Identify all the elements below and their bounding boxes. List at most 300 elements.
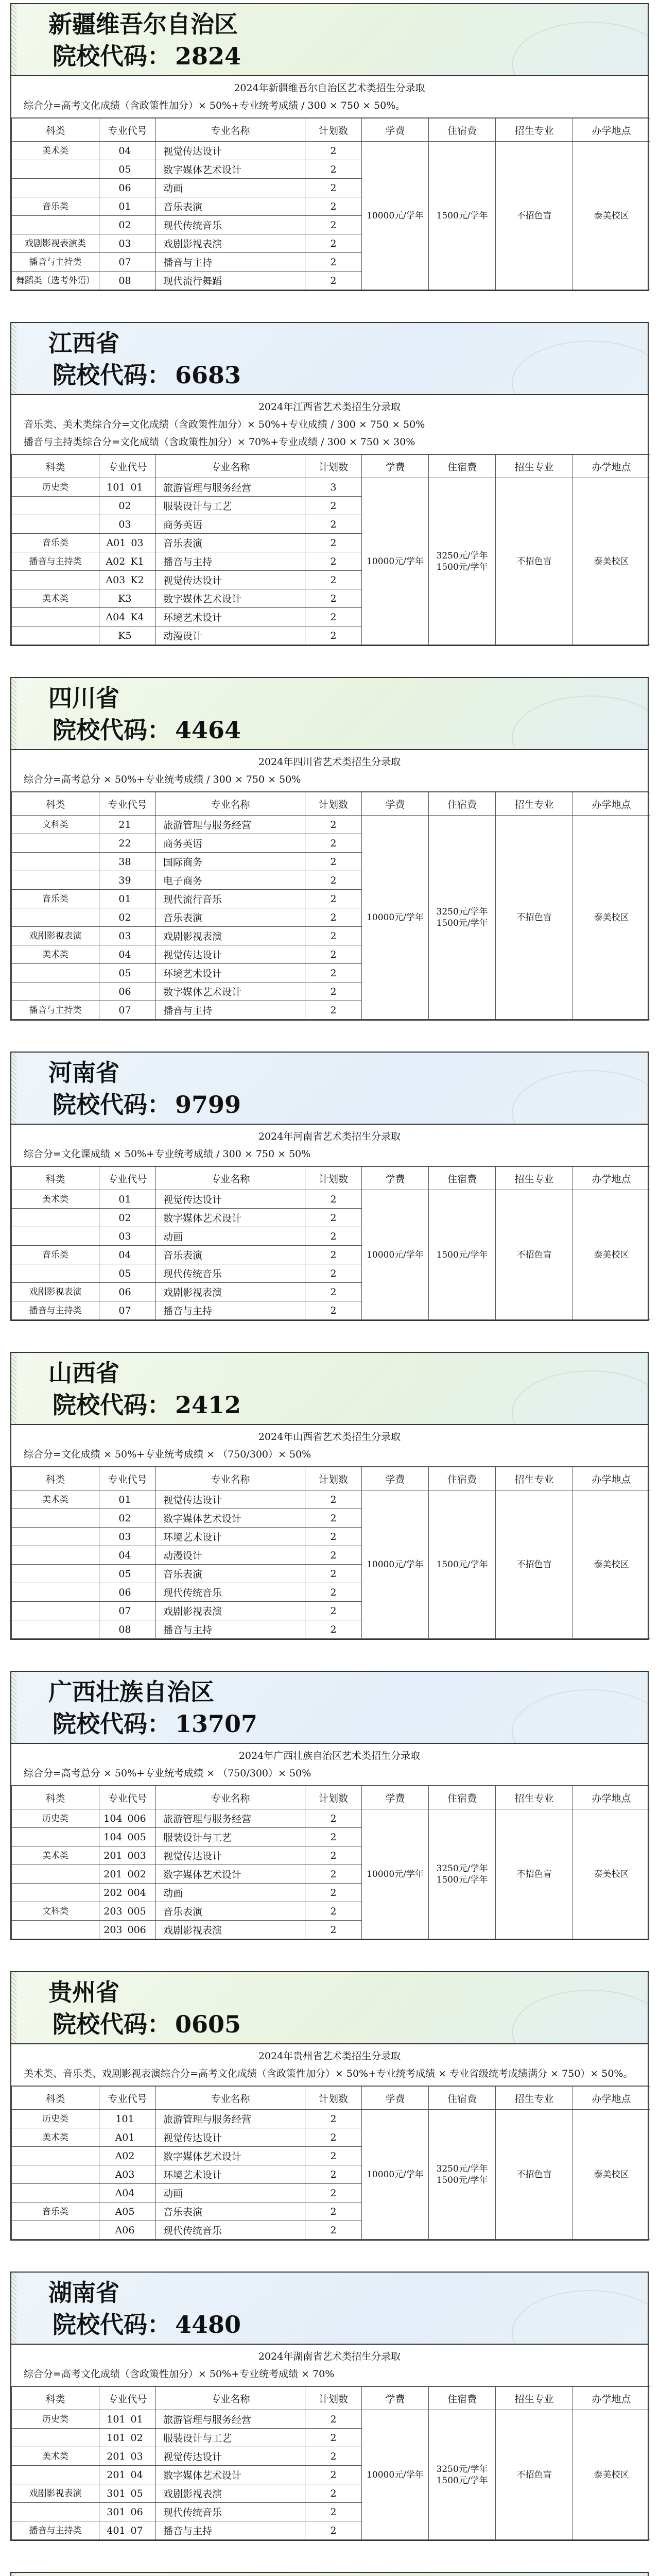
college-code-label: 院校代码： (53, 361, 171, 389)
category-cell (12, 1209, 99, 1227)
plan-count-cell: 2 (305, 834, 362, 853)
category-cell (12, 1528, 99, 1546)
table-header-row (12, 1467, 650, 1490)
college-code (18, 2008, 648, 2040)
campus-cell: 泰美校区 (573, 1490, 650, 1639)
admission-rules (11, 1425, 648, 1467)
category-cell: 美术类 (12, 1490, 99, 1509)
category-cell (12, 626, 99, 645)
code-part: A03 (115, 2168, 135, 2180)
major-code-cell (99, 1583, 156, 1602)
column-header: 招生专业 (496, 792, 573, 816)
plan-count-cell: 2 (305, 1846, 362, 1865)
major-code-cell (99, 1828, 156, 1846)
major-name-cell: 数字媒体艺术设计 (156, 2466, 305, 2484)
code-part: 03 (118, 930, 131, 942)
table-row (12, 1190, 650, 1209)
code-part: 01 (118, 1193, 131, 1205)
column-header: 科类 (12, 1167, 99, 1190)
province-header (11, 1672, 648, 1744)
province-header (11, 1972, 648, 2044)
code-part: 05 (118, 967, 131, 979)
code-part: 02 (130, 2432, 143, 2444)
province-header (11, 4, 648, 76)
enrollment-note-cell: 不招色盲 (496, 1490, 573, 1639)
accommodation-fee: 1500元/学年 (436, 1559, 488, 1570)
college-code (18, 1389, 648, 1421)
major-code-cell (99, 2147, 156, 2165)
plan-table (11, 454, 650, 645)
column-header: 办学地点 (573, 2387, 650, 2410)
code-part: 004 (127, 1887, 146, 1899)
table-row (12, 816, 650, 834)
accommodation-fee-b: 1500元/学年 (436, 1874, 488, 1885)
category-cell (12, 497, 99, 515)
major-code-cell (99, 160, 156, 179)
college-code-value: 2824 (175, 42, 241, 70)
code-part: 02 (118, 1212, 131, 1224)
major-code-cell (99, 497, 156, 515)
code-part: 02 (118, 1512, 131, 1524)
rule-line: 2024年山西省艺术类招生分录取 (258, 1431, 401, 1443)
tuition-cell: 10000元/学年 (362, 478, 429, 645)
category-cell (12, 515, 99, 534)
rule-line: 2024年江西省艺术类招生分录取 (258, 401, 401, 413)
column-header: 科类 (12, 118, 99, 142)
major-name-cell: 视觉传达设计 (156, 142, 305, 160)
major-name-cell: 音乐表演 (156, 1246, 305, 1264)
code-part: 05 (118, 1267, 131, 1279)
major-code-cell (99, 1509, 156, 1528)
accommodation-cell (429, 1809, 496, 1939)
accommodation-cell (429, 1190, 496, 1320)
major-name-cell: 戏剧影视表演 (156, 234, 305, 253)
major-code-cell (99, 1809, 156, 1828)
column-header: 招生专业 (496, 2387, 573, 2410)
rule-line: 综合分=文化课成绩 × 50%+专业统考成绩 / 300 × 750 × 50% (24, 1148, 311, 1160)
plan-count-cell: 2 (305, 2128, 362, 2147)
column-header: 住宿费 (429, 1786, 496, 1809)
province-name: 新疆维吾尔自治区 (48, 10, 238, 38)
column-header: 学费 (362, 1167, 429, 1190)
code-part: A01 (115, 2131, 135, 2143)
category-cell: 音乐类 (12, 534, 99, 552)
accommodation-fee-a: 3250元/学年 (436, 906, 488, 917)
category-cell: 美术类 (12, 589, 99, 608)
code-part: 05 (130, 2487, 143, 2499)
column-header: 科类 (12, 792, 99, 816)
code-part: 003 (127, 1850, 146, 1861)
code-part: 07 (118, 1004, 131, 1016)
major-code-cell (99, 1865, 156, 1884)
column-header: 学费 (362, 2387, 429, 2410)
major-name-cell: 音乐表演 (156, 1902, 305, 1921)
plan-count-cell: 3 (305, 478, 362, 497)
plan-count-cell: 2 (305, 253, 362, 272)
column-header: 专业代号 (99, 118, 156, 142)
major-name-cell: 播音与主持 (156, 1620, 305, 1639)
column-header: 招生专业 (496, 118, 573, 142)
code-part: 04 (118, 1249, 131, 1261)
major-name-cell: 旅游管理与服务经营 (156, 1809, 305, 1828)
plan-count-cell: 2 (305, 871, 362, 890)
major-name-cell: 环境艺术设计 (156, 2165, 305, 2184)
category-cell: 文科类 (12, 816, 99, 834)
column-header: 招生专业 (496, 1467, 573, 1490)
plan-count-cell: 2 (305, 816, 362, 834)
major-code-cell (99, 964, 156, 982)
major-name-cell: 动漫设计 (156, 626, 305, 645)
code-part: A03 (106, 574, 126, 586)
major-code-cell (99, 1921, 156, 1939)
category-cell (12, 1546, 99, 1565)
plan-table (11, 1467, 650, 1639)
code-part: 101 (107, 2432, 126, 2444)
category-cell (12, 982, 99, 1001)
column-header: 专业名称 (156, 118, 305, 142)
code-part: 07 (118, 1605, 131, 1617)
major-code-cell (99, 982, 156, 1001)
column-header: 专业代号 (99, 2387, 156, 2410)
plan-count-cell: 2 (305, 1565, 362, 1583)
plan-count-cell: 2 (305, 2503, 362, 2521)
column-header: 学费 (362, 118, 429, 142)
tuition-cell: 10000元/学年 (362, 2410, 429, 2540)
province-header (11, 1353, 648, 1425)
code-part: 202 (103, 1887, 123, 1899)
category-cell: 音乐类 (12, 197, 99, 216)
table-header-row (12, 118, 650, 142)
plan-table (11, 2086, 650, 2240)
plan-count-cell: 2 (305, 608, 362, 626)
college-code-label: 院校代码： (53, 1091, 171, 1118)
rule-line: 2024年四川省艺术类招生分录取 (258, 756, 401, 768)
major-code-cell (99, 1490, 156, 1509)
code-part: 04 (118, 948, 131, 960)
code-part: 06 (118, 1586, 131, 1598)
category-cell: 播音与主持类 (12, 1001, 99, 1020)
major-code-cell (99, 908, 156, 927)
category-cell: 播音与主持类 (12, 2521, 99, 2540)
category-cell: 播音与主持类 (12, 253, 99, 272)
major-code-cell (99, 608, 156, 626)
column-header: 住宿费 (429, 2087, 496, 2110)
major-code-cell (99, 2521, 156, 2540)
accommodation-fee-a: 3250元/学年 (436, 2464, 488, 2475)
column-header: 招生专业 (496, 1786, 573, 1809)
category-cell (12, 964, 99, 982)
major-name-cell: 现代传统音乐 (156, 216, 305, 234)
plan-count-cell: 2 (305, 2221, 362, 2240)
table-row (12, 1490, 650, 1509)
college-code-value: 6683 (175, 361, 241, 389)
code-part: 38 (118, 856, 131, 868)
category-cell (12, 2429, 99, 2447)
plan-count-cell: 2 (305, 1301, 362, 1320)
column-header: 办学地点 (573, 1467, 650, 1490)
column-header: 科类 (12, 455, 99, 478)
major-code-cell (99, 1246, 156, 1264)
code-part: 006 (127, 1924, 146, 1936)
plan-count-cell: 2 (305, 964, 362, 982)
code-part: K5 (118, 630, 132, 641)
major-name-cell: 国际商务 (156, 853, 305, 871)
code-part: 201 (103, 1850, 123, 1861)
college-code (18, 1708, 648, 1740)
category-cell (12, 179, 99, 197)
major-name-cell: 电子商务 (156, 871, 305, 890)
major-name-cell: 动漫设计 (156, 1546, 305, 1565)
plan-count-cell: 2 (305, 2165, 362, 2184)
province-section (10, 677, 649, 1021)
province-header (11, 1053, 648, 1125)
province-header (11, 2573, 648, 2576)
category-cell: 音乐类 (12, 2202, 99, 2221)
plan-table (11, 2386, 650, 2540)
column-header: 招生专业 (496, 2087, 573, 2110)
plan-count-cell: 2 (305, 2466, 362, 2484)
admission-rules (11, 1744, 648, 1786)
major-name-cell: 戏剧影视表演 (156, 1602, 305, 1620)
plan-count-cell: 2 (305, 515, 362, 534)
province-section (10, 1052, 649, 1321)
code-part: 01 (130, 481, 143, 493)
plan-count-cell: 2 (305, 927, 362, 945)
major-code-cell (99, 2184, 156, 2202)
category-cell (12, 1565, 99, 1583)
major-code-cell (99, 890, 156, 908)
college-code-value: 4464 (175, 716, 241, 744)
column-header: 住宿费 (429, 118, 496, 142)
major-code-cell (99, 834, 156, 853)
code-part: 104 (103, 1812, 123, 1824)
major-code-cell (99, 2110, 156, 2128)
column-header: 专业代号 (99, 1167, 156, 1190)
category-cell (12, 2165, 99, 2184)
column-header: 住宿费 (429, 2387, 496, 2410)
major-code-cell (99, 589, 156, 608)
admission-rules (11, 1125, 648, 1166)
code-part: 03 (118, 518, 131, 530)
plan-count-cell: 2 (305, 1546, 362, 1565)
major-code-cell (99, 2484, 156, 2503)
code-part: 101 (107, 481, 126, 493)
category-cell (12, 608, 99, 626)
major-name-cell: 视觉传达设计 (156, 945, 305, 964)
province-section (10, 3, 649, 291)
code-part: 06 (118, 1286, 131, 1298)
rule-line: 综合分=高考总分 × 50%+专业统考成绩 / 300 × 750 × 50% (24, 774, 301, 785)
code-part: 06 (118, 182, 131, 194)
major-name-cell: 现代流行音乐 (156, 890, 305, 908)
table-row (12, 2410, 650, 2429)
major-code-cell (99, 478, 156, 497)
major-code-cell (99, 1264, 156, 1283)
code-part: 03 (118, 238, 131, 249)
code-part: K1 (130, 555, 144, 567)
major-code-cell (99, 1209, 156, 1227)
province-section (10, 2272, 649, 2541)
code-part: K3 (118, 592, 132, 604)
category-cell: 美术类 (12, 1846, 99, 1865)
major-code-cell (99, 816, 156, 834)
plan-count-cell: 2 (305, 534, 362, 552)
code-part: 07 (130, 2524, 143, 2536)
code-part: 201 (107, 2469, 126, 2481)
plan-count-cell: 2 (305, 945, 362, 964)
plan-count-cell: 2 (305, 179, 362, 197)
category-cell (12, 1865, 99, 1884)
major-name-cell: 播音与主持 (156, 1301, 305, 1320)
rule-line: 综合分=高考总分 × 50%+专业统考成绩 × （750/300）× 50% (24, 1768, 311, 1779)
campus-cell: 泰美校区 (573, 1809, 650, 1939)
code-part: 104 (103, 1831, 123, 1843)
code-part: 04 (118, 145, 131, 157)
college-code-value: 9799 (175, 1091, 241, 1118)
plan-count-cell: 2 (305, 1921, 362, 1939)
plan-count-cell: 2 (305, 2429, 362, 2447)
college-code-label: 院校代码： (53, 42, 171, 70)
tuition-cell: 10000元/学年 (362, 1809, 429, 1939)
category-cell: 历史类 (12, 1809, 99, 1828)
table-header-row (12, 1167, 650, 1190)
plan-count-cell: 2 (305, 552, 362, 571)
category-cell (12, 853, 99, 871)
province-name: 山西省 (48, 1359, 119, 1387)
category-cell: 戏剧影视表演 (12, 1283, 99, 1301)
rule-line: 2024年河南省艺术类招生分录取 (258, 1131, 401, 1142)
category-cell: 美术类 (12, 945, 99, 964)
major-name-cell: 戏剧影视表演 (156, 1921, 305, 1939)
category-cell (12, 1227, 99, 1246)
category-cell: 戏剧影视表演 (12, 2484, 99, 2503)
plan-count-cell: 2 (305, 1809, 362, 1828)
major-code-cell (99, 1620, 156, 1639)
major-name-cell: 音乐表演 (156, 1565, 305, 1583)
plan-count-cell: 2 (305, 1602, 362, 1620)
province-name: 河南省 (48, 1059, 119, 1087)
code-part: 01 (130, 2413, 143, 2425)
admission-rules (11, 2345, 648, 2386)
plan-count-cell: 2 (305, 1509, 362, 1528)
major-code-cell (99, 272, 156, 290)
category-cell: 美术类 (12, 2128, 99, 2147)
column-header: 学费 (362, 1786, 429, 1809)
code-part: 002 (127, 1868, 146, 1880)
code-part: 201 (107, 2450, 126, 2462)
code-part: 101 (107, 2413, 126, 2425)
category-cell (12, 1509, 99, 1528)
major-code-cell (99, 2410, 156, 2429)
code-part: 005 (127, 1905, 146, 1917)
code-part: 401 (107, 2524, 126, 2536)
tuition-cell: 10000元/学年 (362, 142, 429, 290)
code-part: A02 (115, 2150, 135, 2162)
code-part: 02 (118, 911, 131, 923)
admission-rules (11, 2044, 648, 2086)
code-part: 203 (103, 1905, 123, 1917)
column-header: 学费 (362, 2087, 429, 2110)
major-code-cell (99, 853, 156, 871)
accommodation-fee-a: 3250元/学年 (436, 2163, 488, 2174)
plan-count-cell: 2 (305, 2202, 362, 2221)
code-part: 301 (107, 2506, 126, 2518)
province-name: 四川省 (48, 684, 119, 712)
province-section (10, 1971, 649, 2241)
column-header: 住宿费 (429, 455, 496, 478)
column-header: 计划数 (305, 1167, 362, 1190)
plan-count-cell: 2 (305, 1227, 362, 1246)
code-part: 03 (118, 1230, 131, 1242)
code-part: 03 (131, 537, 144, 549)
major-name-cell: 播音与主持 (156, 2521, 305, 2540)
code-part: 03 (118, 1531, 131, 1543)
category-cell (12, 1884, 99, 1902)
rule-line: 美术类、音乐类、戏剧影视表演综合分=高考文化成绩（含政策性加分）× 50%+专业统考成绩 × 专业省级统考成绩满分 × 750）× 50%。 (24, 2068, 633, 2079)
plan-count-cell: 2 (305, 589, 362, 608)
province-section (10, 2572, 649, 2576)
major-code-cell (99, 552, 156, 571)
plan-count-cell: 2 (305, 2447, 362, 2466)
province-name: 江西省 (48, 329, 119, 357)
code-part: 01 (118, 200, 131, 212)
admission-document (10, 0, 649, 2576)
accommodation-fee-a: 3250元/学年 (436, 550, 488, 561)
code-part: A06 (115, 2224, 135, 2236)
plan-count-cell: 2 (305, 1528, 362, 1546)
plan-count-cell: 2 (305, 234, 362, 253)
code-part: 08 (118, 275, 131, 286)
accommodation-cell (429, 478, 496, 645)
column-header: 招生专业 (496, 1167, 573, 1190)
major-name-cell: 现代传统音乐 (156, 2221, 305, 2240)
category-cell: 音乐类 (12, 890, 99, 908)
code-part: 07 (118, 256, 131, 268)
major-name-cell: 视觉传达设计 (156, 2447, 305, 2466)
plan-count-cell: 2 (305, 1190, 362, 1209)
admission-rules (11, 750, 648, 792)
column-header: 办学地点 (573, 1786, 650, 1809)
table-row (12, 2110, 650, 2128)
column-header: 专业代号 (99, 792, 156, 816)
plan-count-cell: 2 (305, 1283, 362, 1301)
major-name-cell: 现代传统音乐 (156, 1583, 305, 1602)
column-header: 专业名称 (156, 792, 305, 816)
college-code (18, 2309, 648, 2341)
major-name-cell: 数字媒体艺术设计 (156, 160, 305, 179)
category-cell: 历史类 (12, 2110, 99, 2128)
major-code-cell (99, 571, 156, 589)
rule-line: 播音与主持类综合分=文化成绩（含政策性加分）× 70%+专业成绩 / 300 × 750 × 30% (24, 436, 415, 448)
plan-count-cell: 2 (305, 1865, 362, 1884)
code-part: 07 (118, 1304, 131, 1316)
column-header: 专业名称 (156, 1167, 305, 1190)
major-name-cell: 戏剧影视表演 (156, 927, 305, 945)
enrollment-note-cell: 不招色盲 (496, 1809, 573, 1939)
major-name-cell: 音乐表演 (156, 908, 305, 927)
table-row (12, 142, 650, 160)
code-part: 06 (118, 986, 131, 997)
province-section (10, 322, 649, 646)
category-cell: 历史类 (12, 478, 99, 497)
column-header: 科类 (12, 1786, 99, 1809)
rule-line: 综合分=高考文化成绩（含政策性加分）× 50%+专业统考成绩 × 70% (24, 2368, 335, 2380)
major-name-cell: 商务英语 (156, 834, 305, 853)
major-name-cell: 旅游管理与服务经营 (156, 2410, 305, 2429)
code-part: A04 (115, 2187, 135, 2199)
accommodation-fee-b: 1500元/学年 (436, 2475, 488, 2486)
campus-cell: 泰美校区 (573, 478, 650, 645)
